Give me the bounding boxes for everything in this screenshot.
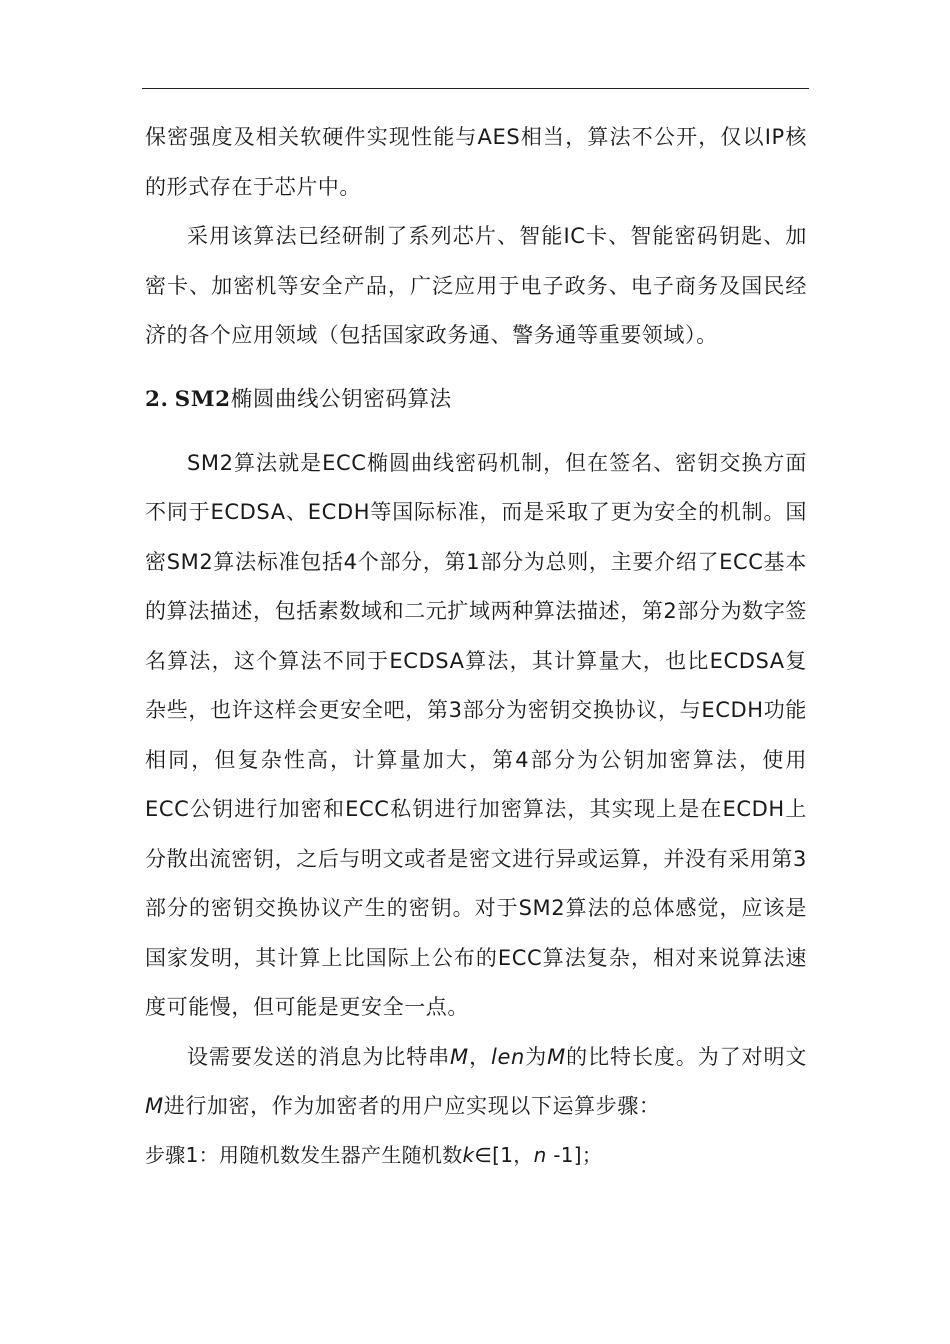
section-code: SM2 [174,386,231,412]
text-run: 进行加密，作为加密者的用户应实现以下运算步骤： [163,1094,661,1118]
paragraph-algorithm-strength: 保密强度及相关软硬件实现性能与AES相当，算法不公开，仅以IP核的形式存在于芯片中。 [145,125,807,199]
text-run: -1]； [546,1142,603,1167]
variable-len: len [491,1044,525,1069]
section-heading-sm2 [145,375,807,425]
variable-m: M [450,1044,469,1069]
step-1 [145,1132,807,1178]
paragraph-encryption-setup [145,1033,807,1132]
variable-m: M [547,1044,566,1069]
variable-m: M [145,1094,164,1118]
section-title: 椭圆曲线公钥密码算法 [230,386,452,412]
text-run: 设需要发送的消息为比特串 [187,1044,451,1069]
paragraph-algorithm-applications: 采用该算法已经研制了系列芯片、智能IC卡、智能密码钥匙、加密卡、加密机等安全产品，广泛应用于电子政务、电子商务及国民经济的各个应用领域（包括国家政务通、警务通等重要领域）。 [145,224,807,347]
text-run: ， [468,1044,492,1069]
header-rule [142,88,809,89]
text-run: 为 [524,1044,548,1069]
variable-n: n [533,1142,547,1167]
step-label: 步骤1： [145,1142,219,1167]
document-body [145,113,807,1178]
text-run: 用随机数发生器产生随机数 [218,1142,463,1167]
text-run: ∈[1， [474,1142,534,1167]
text-run: 的比特长度。为了对明文 [565,1044,807,1069]
section-number: 2. [145,386,169,412]
variable-k: k [462,1142,475,1167]
paragraph-sm2-description: SM2算法就是ECC椭圆曲线密码机制，但在签名、密钥交换方面不同于ECDSA、ECDH等国际标准，而是采取了更为安全的机制。国密SM2算法标准包括4个部分，第1部分为总则，主要介绍了ECC基本的算法描述，包括素数域和二元扩域两种算法描述，第2部分为数字签名算法，这个算法不同于ECDSA算法，其计算量大，也比ECDSA复杂些，也许这样会更安全吧，第3部分为密钥交换协议，与ECDH功能相同，但复杂性高，计算量加大，第4部分为公钥加密算法，使用ECC公钥进行加密和ECC私钥进行加密算法，其实现上是在ECDH上分散出流密钥，之后与明文或者是密文进行异或运算，并没有采用第3部分的密钥交换协议产生的密钥。对于SM2算法的总体感觉，应该是国家发明，其计算上比国际上公布的ECC算法复杂，相对来说算法速度可能慢，但可能是更安全一点。 [145,450,807,1019]
